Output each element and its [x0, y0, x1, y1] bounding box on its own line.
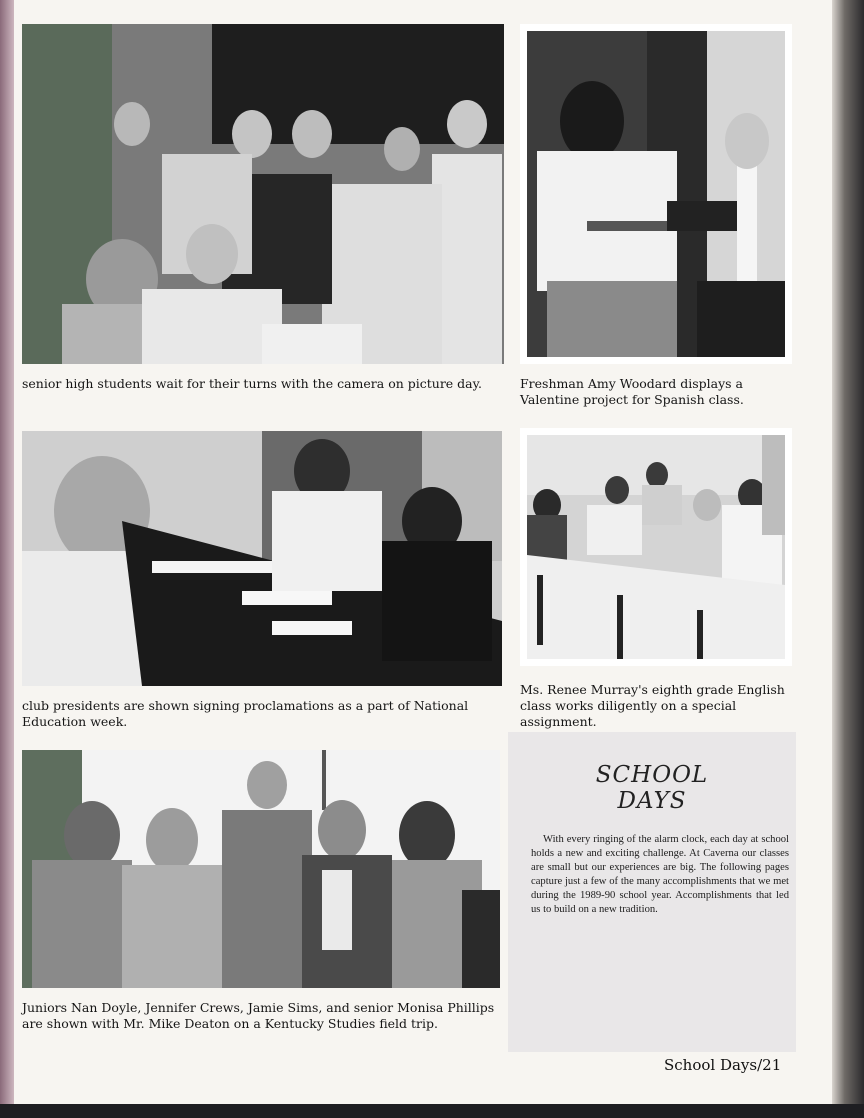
photo-english-class-art: [527, 435, 785, 659]
photo-field-trip: [22, 750, 500, 988]
photo-english-class: [527, 435, 785, 659]
page-edge-bottom: [0, 1104, 864, 1118]
feature-body: With every ringing of the alarm clock, each day at school holds a new and exciting challenge. At Caverna our classes are small but our experiences are big. The following pages capture just a few of the many accomplishments that we met during the 1989-90 school year. Accomplishments that led us to build on a new tradition.: [531, 834, 789, 915]
feature-title-line2: DAYS: [617, 788, 687, 814]
caption-signing: club presidents are shown signing proclamations as a part of National Education week.: [22, 698, 469, 729]
page-edge-right: [832, 0, 864, 1118]
photo-picture-day: [22, 24, 504, 364]
photo-valentine-art: [527, 31, 785, 357]
caption-picture-day: senior high students wait for their turns with the camera on picture day.: [22, 376, 483, 391]
photo-picture-day-art: [22, 24, 504, 364]
feature-title-line1: SCHOOL: [595, 762, 709, 788]
photo-valentine-project: [527, 31, 785, 357]
photo-field-trip-art: [22, 750, 500, 988]
caption-valentine: Freshman Amy Woodard displays a Valentine project for Spanish class.: [520, 376, 744, 407]
feature-title: [508, 762, 796, 814]
photo-signing-art: [22, 431, 502, 686]
page-folio: School Days/21: [664, 1056, 782, 1074]
photo-signing-proclamations: [22, 431, 502, 686]
caption-english-class: Ms. Renee Murray's eighth grade English class works diligently on a special assignment.: [520, 682, 785, 729]
caption-field-trip: Juniors Nan Doyle, Jennifer Crews, Jamie Sims, and senior Monisa Phillips are shown with Mr. Mike Deaton on a Kentucky Studies field trip.: [22, 1000, 495, 1031]
